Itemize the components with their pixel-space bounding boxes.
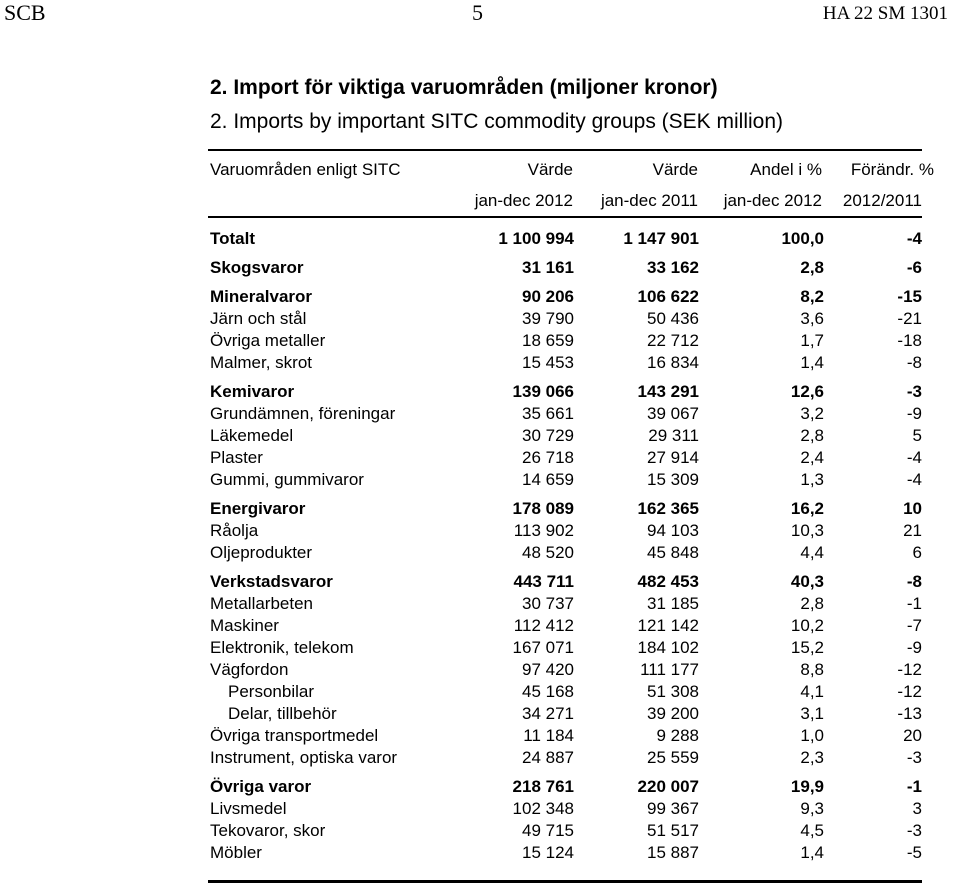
change-cell: -15: [897, 287, 922, 306]
value-2011-cell: 22 712: [647, 331, 699, 350]
header-report-id: HA 22 SM 1301: [822, 3, 948, 24]
value-2012-cell: 218 761: [512, 777, 574, 796]
row-label: Elektronik, telekom: [210, 638, 354, 657]
value-2012-cell: 30 737: [522, 594, 574, 613]
value-2012-cell: 24 887: [522, 748, 574, 767]
change-cell: -7: [906, 616, 922, 635]
row-label: Tekovaror, skor: [210, 821, 326, 840]
share-cell: 1,3: [800, 470, 824, 489]
value-2011-cell: 143 291: [637, 382, 699, 401]
change-cell: -3: [906, 821, 922, 840]
share-cell: 10,2: [790, 616, 824, 635]
share-cell: 15,2: [790, 638, 824, 657]
row-label: Totalt: [210, 229, 256, 248]
table-row: [208, 842, 922, 864]
share-cell: 1,4: [800, 353, 824, 372]
row-label: Personbilar: [228, 682, 314, 701]
value-2011-cell: 39 067: [647, 404, 699, 423]
import-table-body: [208, 228, 922, 864]
row-label: Vägfordon: [210, 660, 289, 679]
value-2011-cell: 16 834: [647, 353, 699, 372]
table-row: [208, 593, 922, 615]
share-cell: 3,1: [800, 704, 824, 723]
value-2011-cell: 94 103: [647, 521, 699, 540]
value-2011-cell: 106 622: [637, 287, 699, 306]
table-row: [208, 228, 922, 250]
column-subheader-share: jan-dec 2012: [723, 191, 822, 210]
value-2012-cell: 18 659: [522, 331, 574, 350]
value-2011-cell: 39 200: [647, 704, 699, 723]
change-cell: -12: [897, 682, 922, 701]
table-row: [208, 725, 922, 747]
share-cell: 4,5: [800, 821, 824, 840]
row-label: Gummi, gummivaror: [210, 470, 364, 489]
change-cell: -12: [897, 660, 922, 679]
import-table: [208, 228, 922, 864]
table-row: [208, 403, 922, 425]
column-header-commodity: Varuområden enligt SITC: [210, 160, 401, 179]
value-2011-cell: 50 436: [647, 309, 699, 328]
share-cell: 19,9: [790, 777, 824, 796]
table-row: [208, 491, 922, 520]
column-subheader-change: 2012/2011: [842, 191, 922, 210]
change-cell: -1: [906, 777, 922, 796]
row-label: Verkstadsvaror: [210, 572, 333, 591]
value-2012-cell: 1 100 994: [498, 229, 574, 248]
row-label: Övriga metaller: [210, 331, 326, 350]
row-label: Mineralvaror: [210, 287, 313, 306]
share-cell: 9,3: [800, 799, 824, 818]
table-row: [208, 659, 922, 681]
value-2011-cell: 31 185: [647, 594, 699, 613]
share-cell: 4,4: [800, 543, 824, 562]
column-header-value-2012: Värde: [527, 160, 573, 179]
row-label: Möbler: [210, 843, 262, 862]
change-cell: -13: [897, 704, 922, 723]
column-header-value-2011: Värde: [652, 160, 698, 179]
value-2012-cell: 178 089: [512, 499, 574, 518]
row-label: Järn och stål: [210, 309, 307, 328]
value-2011-cell: 33 162: [647, 258, 699, 277]
column-subheader-value-2012: jan-dec 2012: [474, 191, 573, 210]
table-row: [208, 747, 922, 769]
row-label: Övriga transportmedel: [210, 726, 379, 745]
table-row: [208, 681, 922, 703]
value-2012-cell: 34 271: [522, 704, 574, 723]
share-cell: 100,0: [781, 229, 824, 248]
value-2011-cell: 9 288: [656, 726, 699, 745]
value-2012-cell: 31 161: [522, 258, 574, 277]
table-row: [208, 637, 922, 659]
value-2011-cell: 184 102: [637, 638, 699, 657]
change-cell: -8: [906, 353, 922, 372]
value-2012-cell: 14 659: [522, 470, 574, 489]
value-2012-cell: 49 715: [522, 821, 574, 840]
table-row: [208, 308, 922, 330]
row-label: Läkemedel: [210, 426, 294, 445]
share-cell: 12,6: [790, 382, 824, 401]
value-2011-cell: 99 367: [647, 799, 699, 818]
share-cell: 2,3: [800, 748, 824, 767]
row-label: Energivaror: [210, 499, 306, 518]
share-cell: 10,3: [790, 521, 824, 540]
value-2012-cell: 90 206: [522, 287, 574, 306]
share-cell: 2,8: [800, 594, 824, 613]
share-cell: 16,2: [790, 499, 824, 518]
change-cell: -9: [906, 404, 922, 423]
value-2012-cell: 112 412: [513, 616, 574, 635]
value-2012-cell: 15 124: [522, 843, 574, 862]
table-top-rule: [208, 149, 922, 151]
table-title-english: 2. Imports by important SITC commodity groups (SEK million): [210, 110, 784, 133]
column-header-change: Förändr. %: [850, 160, 934, 179]
value-2011-cell: 27 914: [647, 448, 699, 467]
value-2012-cell: 167 071: [512, 638, 574, 657]
value-2011-cell: 51 308: [647, 682, 699, 701]
change-cell: -18: [897, 331, 922, 350]
change-cell: 10: [903, 499, 922, 518]
share-cell: 2,8: [800, 258, 824, 277]
value-2011-cell: 51 517: [647, 821, 699, 840]
share-cell: 1,0: [800, 726, 824, 745]
change-cell: -4: [906, 470, 922, 489]
value-2011-cell: 111 177: [640, 660, 699, 679]
change-cell: 21: [903, 521, 922, 540]
share-cell: 40,3: [790, 572, 824, 591]
row-label: Oljeprodukter: [210, 543, 313, 562]
row-label: Grundämnen, föreningar: [210, 404, 396, 423]
value-2011-cell: 15 309: [647, 470, 699, 489]
value-2012-cell: 26 718: [522, 448, 574, 467]
value-2012-cell: 97 420: [522, 660, 574, 679]
header-publisher: SCB: [4, 0, 46, 25]
column-header-share: Andel i %: [750, 160, 822, 179]
change-cell: -9: [906, 638, 922, 657]
change-cell: -4: [906, 448, 922, 467]
change-cell: -3: [906, 748, 922, 767]
table-bottom-rule: [208, 880, 922, 883]
table-row: [208, 520, 922, 542]
share-cell: 1,7: [800, 331, 824, 350]
value-2012-cell: 15 453: [522, 353, 574, 372]
change-cell: 20: [903, 726, 922, 745]
share-cell: 1,4: [800, 843, 824, 862]
value-2012-cell: 113 902: [513, 521, 574, 540]
change-cell: 3: [912, 799, 922, 818]
value-2011-cell: 482 453: [637, 572, 699, 591]
table-row: [208, 615, 922, 637]
table-row: [208, 352, 922, 374]
value-2011-cell: 220 007: [637, 777, 699, 796]
table-row: [208, 703, 922, 725]
table-row: [208, 425, 922, 447]
change-cell: -8: [906, 572, 922, 591]
row-label: Metallarbeten: [210, 594, 314, 613]
value-2011-cell: 162 365: [637, 499, 699, 518]
table-row: [208, 564, 922, 593]
value-2012-cell: 35 661: [522, 404, 574, 423]
value-2011-cell: 45 848: [647, 543, 699, 562]
row-label: Plaster: [210, 448, 263, 467]
value-2012-cell: 11 184: [523, 726, 574, 745]
row-label: Skogsvaror: [210, 258, 304, 277]
column-subheader-value-2011: jan-dec 2011: [600, 191, 698, 210]
change-cell: -4: [906, 229, 922, 248]
row-label: Övriga varor: [210, 777, 312, 796]
share-cell: 4,1: [800, 682, 824, 701]
table-row: [208, 769, 922, 798]
value-2012-cell: 139 066: [512, 382, 574, 401]
value-2012-cell: 102 348: [512, 799, 574, 818]
change-cell: -5: [906, 843, 922, 862]
value-2012-cell: 30 729: [522, 426, 574, 445]
row-label: Livsmedel: [210, 799, 287, 818]
table-title-swedish: 2. Import för viktiga varuområden (miljoner kronor): [210, 76, 718, 99]
table-row: [208, 279, 922, 308]
row-label: Maskiner: [210, 616, 279, 635]
value-2011-cell: 25 559: [647, 748, 699, 767]
change-cell: 5: [912, 426, 922, 445]
table-row: [208, 798, 922, 820]
share-cell: 2,4: [800, 448, 824, 467]
share-cell: 2,8: [800, 426, 824, 445]
change-cell: -3: [906, 382, 922, 401]
change-cell: 6: [912, 543, 922, 562]
table-row: [208, 469, 922, 491]
value-2011-cell: 1 147 901: [623, 229, 699, 248]
row-label: Malmer, skrot: [210, 353, 313, 372]
value-2011-cell: 15 887: [647, 843, 699, 862]
table-header-rule: [208, 216, 922, 218]
row-label: Råolja: [210, 521, 259, 540]
row-label: Kemivaror: [210, 382, 295, 401]
share-cell: 8,8: [800, 660, 824, 679]
share-cell: 3,6: [800, 309, 824, 328]
table-row: [208, 447, 922, 469]
row-label: Instrument, optiska varor: [210, 748, 398, 767]
value-2012-cell: 39 790: [522, 309, 574, 328]
header-page-number: 5: [472, 0, 483, 25]
value-2012-cell: 45 168: [522, 682, 574, 701]
table-row: [208, 374, 922, 403]
table-row: [208, 330, 922, 352]
value-2012-cell: 48 520: [522, 543, 574, 562]
table-row: [208, 820, 922, 842]
table-row: [208, 250, 922, 279]
change-cell: -6: [906, 258, 922, 277]
value-2012-cell: 443 711: [513, 572, 574, 591]
row-label: Delar, tillbehör: [228, 704, 337, 723]
value-2011-cell: 29 311: [648, 426, 699, 445]
share-cell: 8,2: [800, 287, 824, 306]
table-row: [208, 542, 922, 564]
share-cell: 3,2: [800, 404, 824, 423]
change-cell: -1: [906, 594, 922, 613]
value-2011-cell: 121 142: [637, 616, 699, 635]
change-cell: -21: [897, 309, 922, 328]
